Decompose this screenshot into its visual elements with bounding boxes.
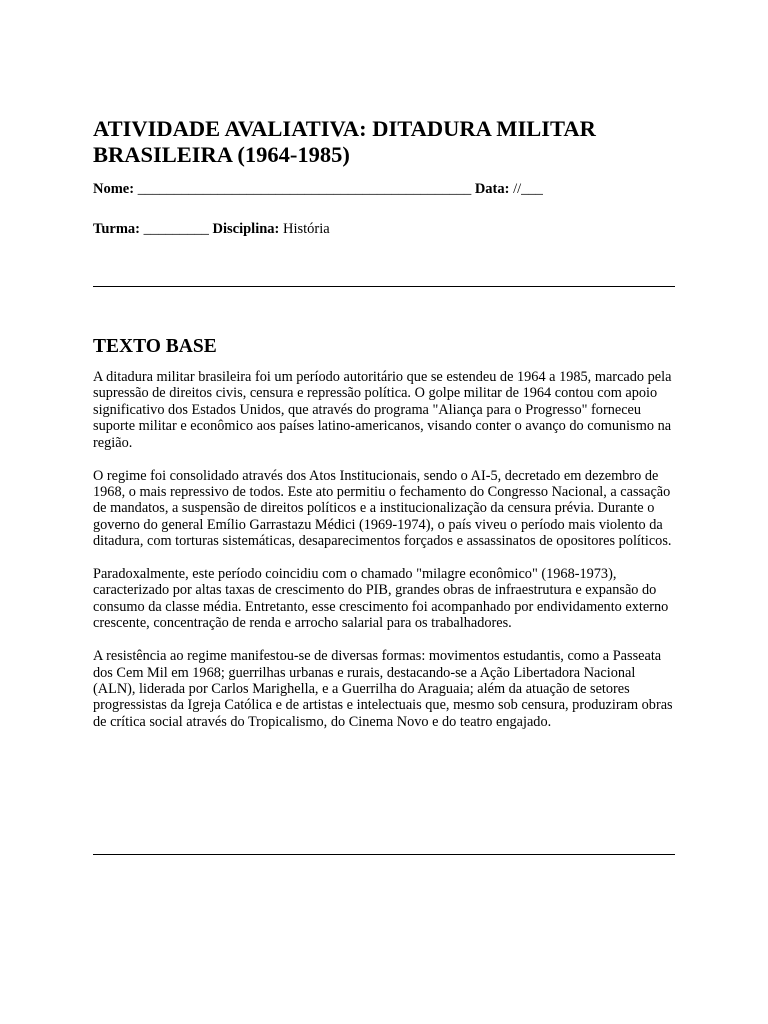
document-title: ATIVIDADE AVALIATIVA: DITADURA MILITAR BRASILEIRA (1964-1985) bbox=[93, 116, 596, 167]
turma-disciplina-row bbox=[93, 220, 330, 238]
turma-blank-field: _________ bbox=[143, 221, 209, 237]
data-blank-field: //___ bbox=[513, 181, 543, 197]
paragraph-4: A resistência ao regime manifestou-se de diversas formas: movimentos estudantis, como a Passeata dos Cem Mil em 1968; guerrilhas urbanas e rurais, destacando-se a Ação Libertadora Nacional (ALN), liderada por Carlos Marighella, e a Guerrilha do Araguaia; além da atuação de setores progressistas da Igreja Católica e de artistas e intelectuais que, mesmo sob censura, produziram obras de crítica social através do Tropicalismo, do Cinema Novo e do teatro engajado. bbox=[93, 648, 673, 730]
disciplina-label: Disciplina: bbox=[212, 221, 280, 237]
nome-blank-field: ______________________________________________ bbox=[137, 181, 472, 197]
divider-bottom bbox=[93, 854, 675, 855]
disciplina-value: História bbox=[283, 221, 330, 237]
paragraph-2: O regime foi consolidado através dos Atos Institucionais, sendo o AI-5, decretado em dezembro de 1968, o mais repressivo de todos. Este ato permitiu o fechamento do Congresso Nacional, a cassação de mandatos, a suspensão de direitos políticos e a institucionalização da censura prévia. Durante o governo do general Emílio Garrastazu Médici (1969-1974), o país viveu o período mais violento da ditadura, com torturas sistemáticas, desaparecimentos forçados e assassinatos de opositores políticos. bbox=[93, 467, 672, 550]
nome-label: Nome: bbox=[93, 181, 135, 197]
nome-data-row bbox=[93, 180, 543, 198]
data-label: Data: bbox=[474, 181, 510, 197]
paragraph-1: A ditadura militar brasileira foi um período autoritário que se estendeu de 1964 a 1985, marcado pela supressão de direitos civis, censura e repressão política. O golpe militar de 1964 contou com apoio significativo dos Estados Unidos, que através do programa "Aliança para o Progresso" forneceu suporte militar e econômico aos países latino-americanos, visando conter o avanço do comunismo na região. bbox=[93, 369, 672, 451]
base-text bbox=[93, 369, 678, 747]
section-title: TEXTO BASE bbox=[93, 336, 217, 357]
divider-top bbox=[93, 286, 675, 287]
paragraph-3: Paradoxalmente, este período coincidiu com o chamado "milagre econômico" (1968-1973), caracterizado por altas taxas de crescimento do PIB, grandes obras de infraestrutura e expansão do consumo da classe média. Entretanto, esse crescimento foi acompanhado por endividamento externo crescente, concentração de renda e arrocho salarial para os trabalhadores. bbox=[93, 566, 669, 632]
turma-label: Turma: bbox=[93, 221, 140, 237]
